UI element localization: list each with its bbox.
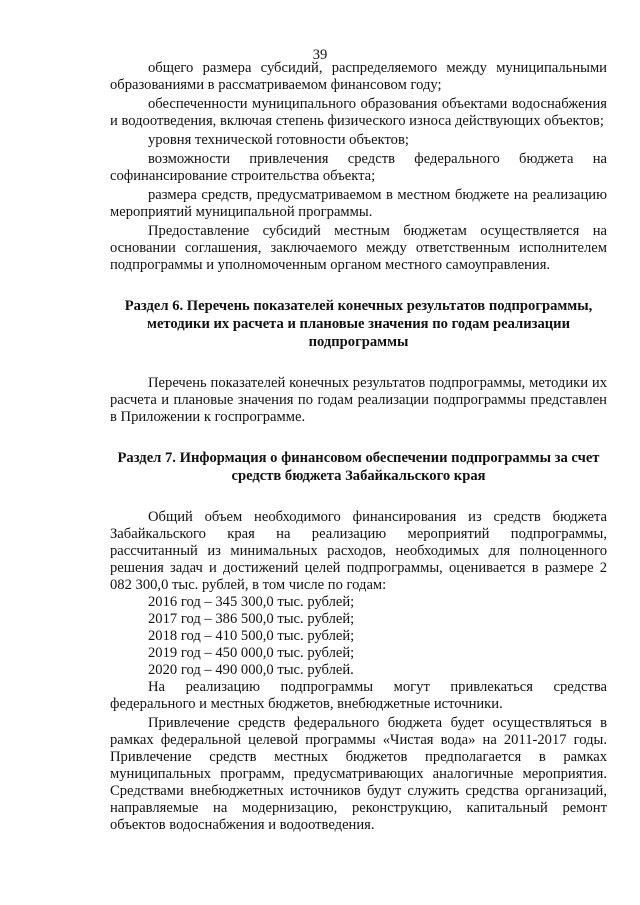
paragraph: общего размера субсидий, распределяемого между муниципальными образованиями в рассматриваемом финансовом году; (110, 60, 607, 93)
paragraph: уровня технической готовности объектов; (148, 132, 409, 148)
section-6-heading: Раздел 6. Перечень показателей конечных результатов подпрограммы, методики их расчета и плановые значения по годам реализации подпрограммы (124, 298, 593, 350)
funding-year-item: 2017 год – 386 500,0 тыс. рублей; (148, 611, 355, 627)
funding-year-item: 2018 год – 410 500,0 тыс. рублей; (148, 628, 355, 644)
section-7-intro: Общий объем необходимого финансирования из средств бюджета Забайкальского края на реализацию мероприятий подпрограммы, рассчитанный из минимальных расходов, необходимых для полноценного решения задач и достижений целей подпрограммы, оценивается в размере 2 082 300,0 тыс. рублей, в том числе по годам: (110, 509, 607, 593)
funding-by-year-list (110, 594, 607, 679)
paragraph: размера средств, предусматриваемом в местном бюджете на реализацию мероприятий муниципальной программы. (110, 187, 607, 220)
section-7-paragraph: На реализацию подпрограммы могут привлекаться средства федерального и местных бюджетов, внебюджетные источники. (110, 679, 607, 712)
funding-year-item: 2020 год – 490 000,0 тыс. рублей. (148, 662, 354, 678)
section-7-paragraph: Привлечение средств федерального бюджета будет осуществляться в рамках федеральной целевой программы «Чистая вода» на 2011-2017 годы. Привлечение средств местных бюджетов предполагается в рамках муниципальных программ, предусматривающих аналогичные мероприятия. Средствами внебюджетных источников будут служить средства организаций, направляемые на модернизацию, реконструкцию, капитальный ремонт объектов водоснабжения и водоотведения. (110, 715, 607, 833)
document-body (110, 60, 607, 834)
paragraph: возможности привлечения средств федерального бюджета на софинансирование строительства объекта; (110, 151, 607, 184)
funding-year-item: 2016 год – 345 300,0 тыс. рублей; (148, 594, 355, 610)
paragraph: Предоставление субсидий местным бюджетам осуществляется на основании соглашения, заключаемого между ответственным исполнителем подпрограммы и уполномоченным органом местного самоуправления. (110, 223, 607, 273)
section-6-paragraph: Перечень показателей конечных результатов подпрограммы, методики их расчета и плановые значения по годам реализации подпрограммы представлен в Приложении к госпрограмме. (110, 375, 607, 425)
section-7-heading: Раздел 7. Информация о финансовом обеспечении подпрограммы за счет средств бюджета Забайкальского края (117, 450, 600, 484)
paragraph: обеспеченности муниципального образования объектами водоснабжения и водоотведения, включая степень физического износа действующих объектов; (110, 96, 607, 129)
page-number: 39 (312, 47, 328, 63)
funding-year-item: 2019 год – 450 000,0 тыс. рублей; (148, 645, 355, 661)
